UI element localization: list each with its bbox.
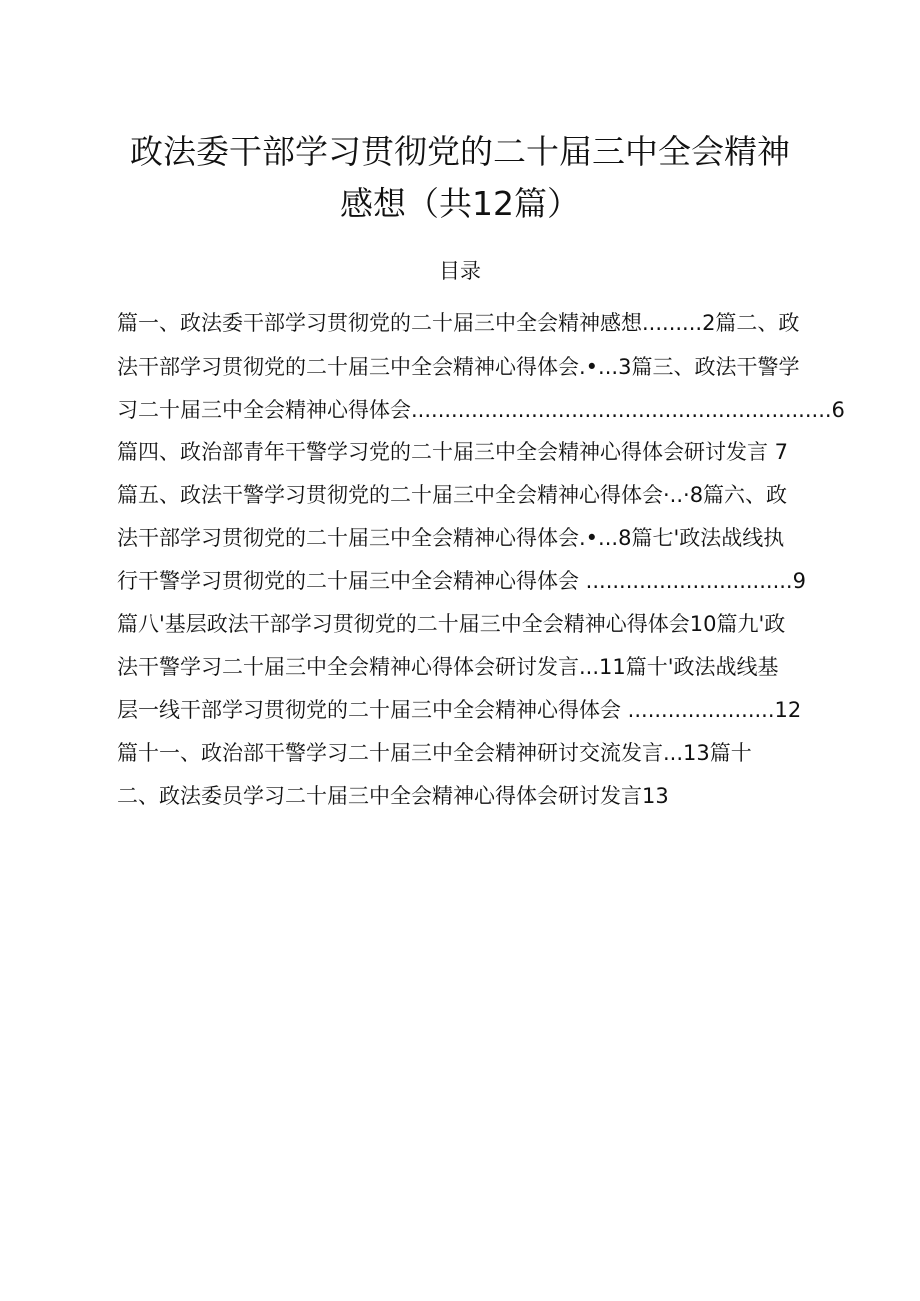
toc-line: 篇四、政治部青年干警学习党的二十届三中全会精神心得体会研讨发言 7 [117, 440, 789, 464]
toc-line: 篇十一、政治部干警学习二十届三中全会精神研讨交流发言...13篇十 [117, 741, 752, 765]
toc-line: 层一线干部学习贯彻党的二十届三中全会精神心得体会 ......................12 [117, 698, 802, 722]
toc-line: 法干部学习贯彻党的二十届三中全会精神心得体会.•...8篇七'政法战线执 [117, 526, 785, 550]
toc-line: 法干警学习二十届三中全会精神心得体会研讨发言...11篇十'政法战线基 [117, 655, 779, 679]
toc-line: 篇一、政法委干部学习贯彻党的二十届三中全会精神感想.........2篇二、政 [117, 311, 800, 335]
toc-line: 篇五、政法干警学习贯彻党的二十届三中全会精神心得体会·..·8篇六、政 [117, 483, 788, 507]
toc-heading: 目录 [439, 259, 481, 283]
toc-line: 习二十届三中全会精神心得体会...............................................................6 [117, 398, 845, 422]
document-title-line-2: 感想（共12篇） [340, 184, 580, 223]
toc-line: 篇八'基层政法干部学习贯彻党的二十届三中全会精神心得体会10篇九'政 [117, 612, 786, 636]
document-title-line-1: 政法委干部学习贯彻党的二十届三中全会精神 [130, 132, 790, 171]
toc-line: 行干警学习贯彻党的二十届三中全会精神心得体会 ...............................9 [117, 569, 806, 593]
toc-line: 二、政法委员学习二十届三中全会精神心得体会研讨发言13 [117, 784, 669, 808]
toc-line: 法干部学习贯彻党的二十届三中全会精神心得体会.•...3篇三、政法干警学 [117, 355, 800, 379]
